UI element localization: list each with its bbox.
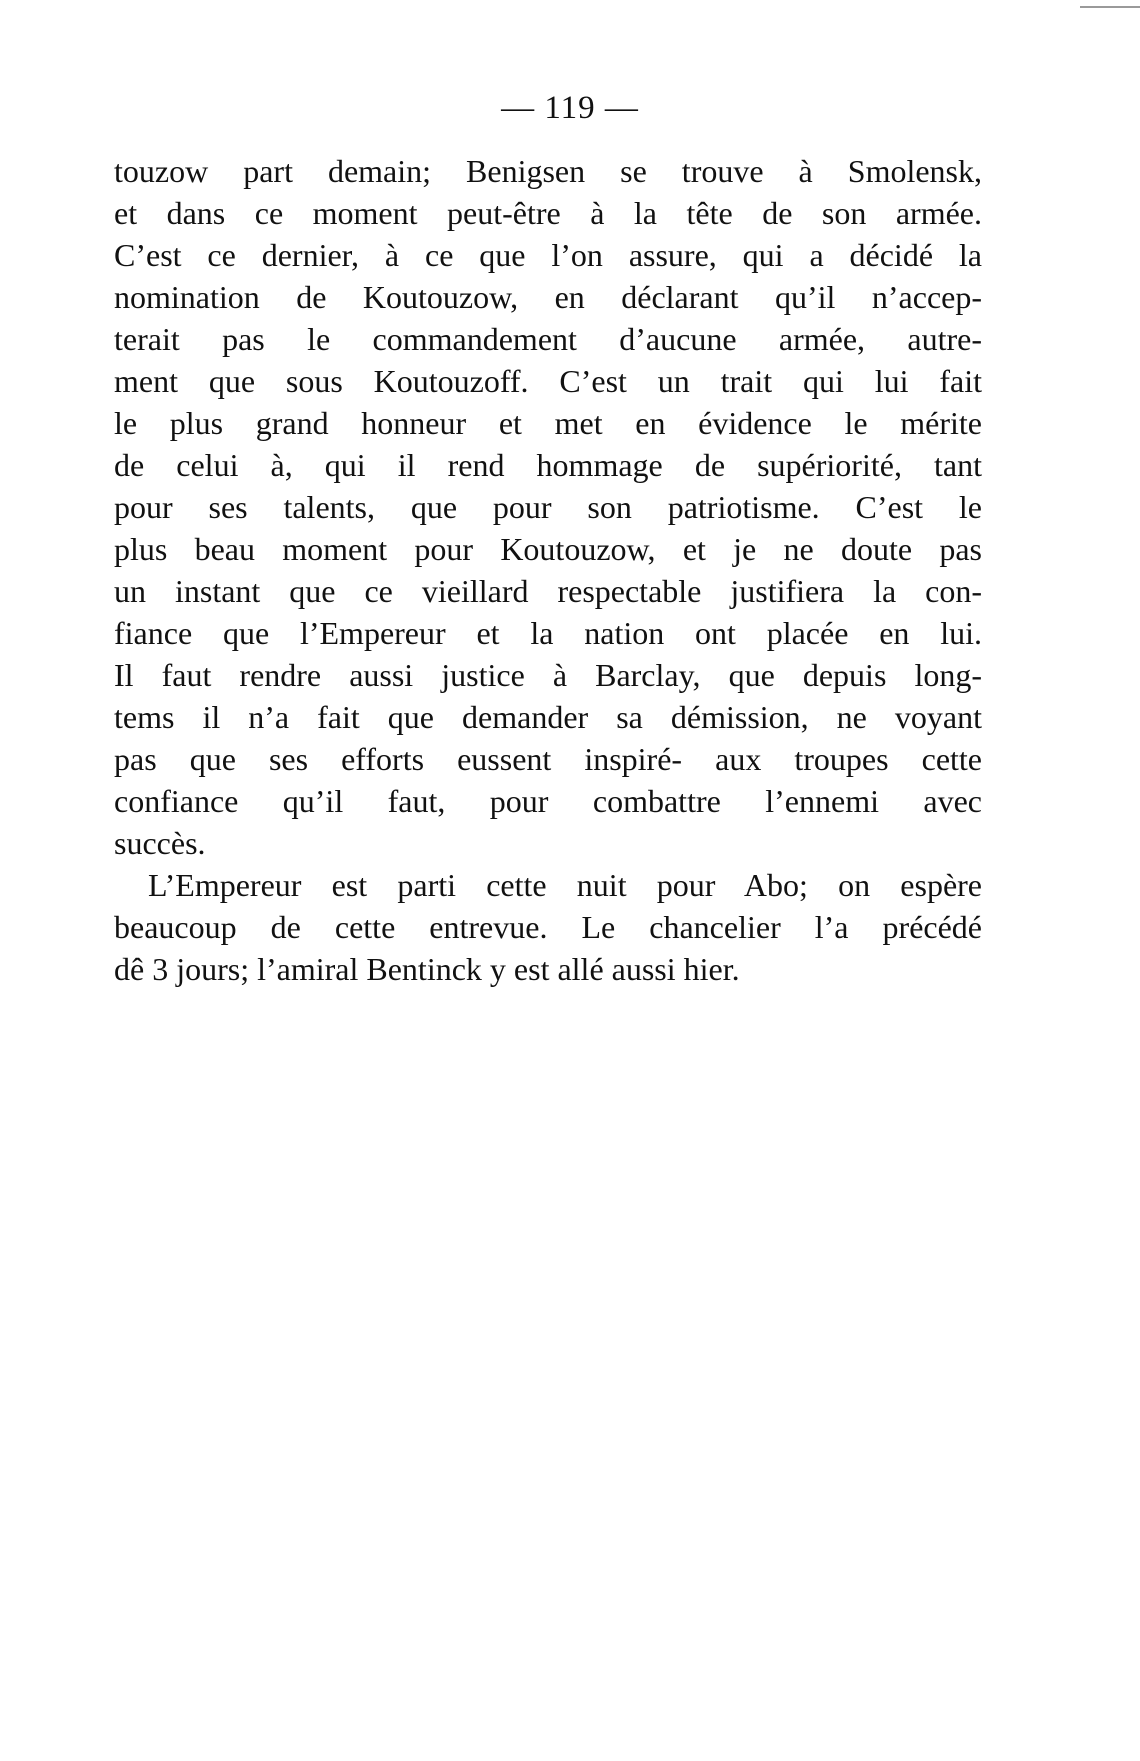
body-text (114, 150, 982, 990)
paragraph-1 (114, 150, 982, 864)
text-line: nomination de Koutouzow, en déclarant qu’il n’accep- (114, 279, 982, 315)
text-line: terait pas le commandement d’aucune armée, autre- (114, 321, 982, 357)
text-line: dê 3 jours; l’amiral Bentinck y est allé aussi hier. (114, 951, 740, 987)
text-line: plus beau moment pour Koutouzow, et je ne doute pas (114, 531, 982, 567)
text-line: beaucoup de cette entrevue. Le chancelier l’a précédé (114, 909, 982, 945)
text-line: le plus grand honneur et met en évidence le mérite (114, 405, 982, 441)
text-line: L’Empereur est parti cette nuit pour Abo; on espère (148, 867, 982, 903)
text-line: et dans ce moment peut-être à la tête de son armée. (114, 195, 982, 231)
text-line: fiance que l’Empereur et la nation ont placée en lui. (114, 615, 982, 651)
text-line: touzow part demain; Benigsen se trouve à Smolensk, (114, 153, 982, 189)
text-line: pas que ses efforts eussent inspiré- aux troupes cette (114, 741, 982, 777)
text-line: C’est ce dernier, à ce que l’on assure, qui a décidé la (114, 237, 982, 273)
text-line: Il faut rendre aussi justice à Barclay, que depuis long- (114, 657, 982, 693)
text-line: succès. (114, 825, 206, 861)
text-line: tems il n’a fait que demander sa démission, ne voyant (114, 699, 982, 735)
scan-edge-mark (1080, 6, 1140, 8)
text-line: ment que sous Koutouzoff. C’est un trait qui lui fait (114, 363, 982, 399)
text-line: confiance qu’il faut, pour combattre l’ennemi avec (114, 783, 982, 819)
page-number: — 119 — (501, 90, 639, 126)
text-line: pour ses talents, que pour son patriotisme. C’est le (114, 489, 982, 525)
text-line: un instant que ce vieillard respectable justifiera la con- (114, 573, 982, 609)
paragraph-2 (114, 864, 982, 990)
text-line: de celui à, qui il rend hommage de supériorité, tant (114, 447, 982, 483)
